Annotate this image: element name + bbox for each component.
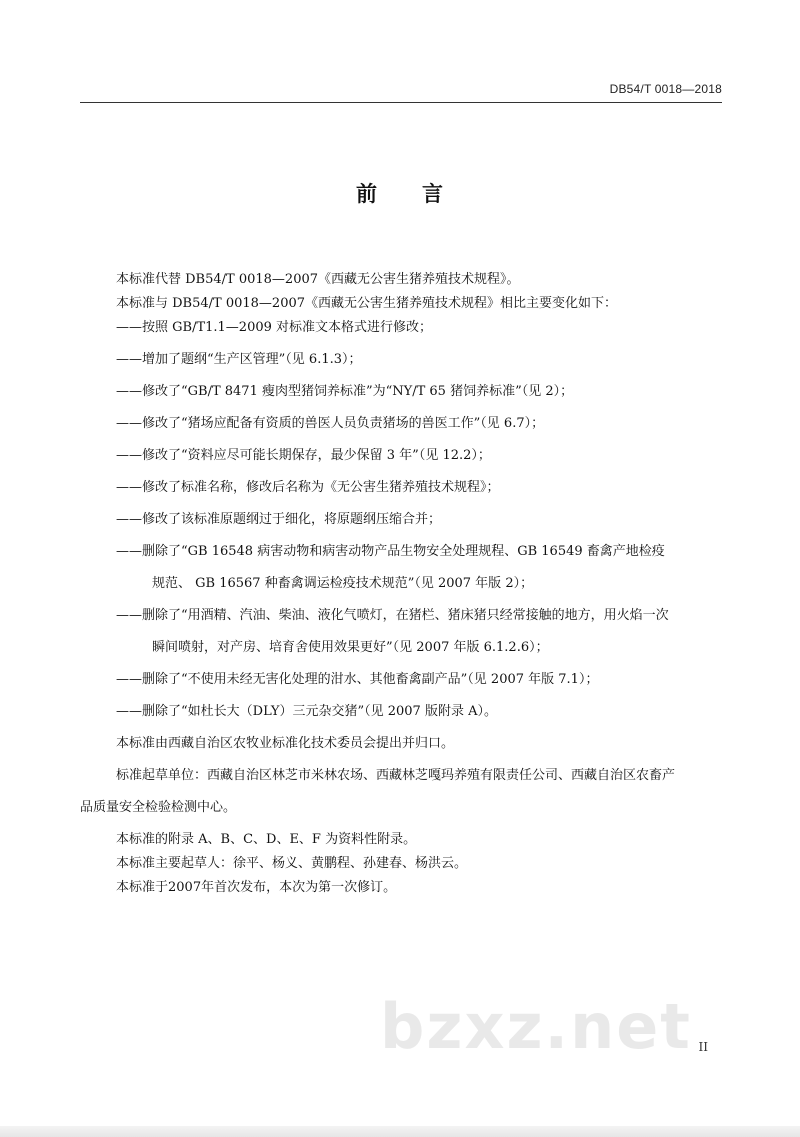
title-char-1: 前	[356, 182, 378, 206]
changes-list	[116, 316, 728, 724]
drafting-units-line-2: 品质量安全检验检测中心。	[80, 800, 237, 815]
paragraph-changes-intro: 本标准与 DB54/T 0018—2007《西藏无公害生猪养殖技术规程》相比主要变化如下：	[116, 296, 618, 311]
list-item-line: ——删除了“用酒精、汽油、柴油、液化气喷灯，在猪栏、猪床猪只经常接触的地方，用火焰一次	[116, 608, 669, 623]
list-item	[116, 604, 728, 660]
list-item-line: ——删除了“GB 16548 病害动物和病害动物产品生物安全处理规程、GB 16549 畜禽产地检疫	[116, 544, 665, 559]
list-item	[116, 540, 728, 596]
list-item: ——修改了该标准原题纲过于细化，将原题纲压缩合并；	[116, 512, 442, 527]
list-item: ——增加了题纲“生产区管理”（见 6.1.3）；	[116, 352, 362, 367]
paragraph-replaces: 本标准代替 DB54/T 0018—2007《西藏无公害生猪养殖技术规程》。	[116, 272, 520, 287]
list-item: ——删除了“如杜长大（DLY）三元杂交猪”（见 2007 版附录 A）。	[116, 704, 497, 719]
list-item: ——按照 GB/T1.1—2009 对标准文本格式进行修改；	[116, 320, 433, 335]
list-item: ——修改了“GB/T 8471 瘦肉型猪饲养标准”为“NY/T 65 猪饲养标准”（见 2）；	[116, 384, 574, 399]
title-char-2: 言	[422, 182, 444, 206]
paragraph-proposer: 本标准由西藏自治区农牧业标准化技术委员会提出并归口。	[116, 736, 455, 751]
list-item: ——修改了“猪场应配备有资质的兽医人员负责猪场的兽医工作”（见 6.7）；	[116, 416, 545, 431]
page-bottom-edge	[0, 1126, 800, 1137]
header-divider	[80, 102, 722, 103]
document-body	[80, 268, 728, 900]
list-item: ——修改了标准名称，修改后名称为《无公害生猪养殖技术规程》；	[116, 480, 500, 495]
list-item: ——修改了“资料应尽可能长期保存，最少保留 3 年”（见 12.2）；	[116, 448, 491, 463]
list-item-continuation: 瞬间喷射，对产房、培育舍使用效果更好”（见 2007 年版 6.1.2.6）；	[152, 640, 549, 655]
page-number: II	[698, 1040, 708, 1054]
paragraph-drafters: 本标准主要起草人：徐平、杨义、黄鹏程、孙建春、杨洪云。	[116, 856, 468, 871]
standard-code: DB54/T 0018—2018	[609, 82, 722, 96]
paragraph-first-issue: 本标准于2007年首次发布，本次为第一次修订。	[116, 880, 397, 895]
page-title	[0, 178, 800, 208]
drafting-units-line-1: 标准起草单位：西藏自治区林芝市米林农场、西藏林芝嘎玛养殖有限责任公司、西藏自治区农畜产	[116, 768, 676, 783]
list-item: ——删除了“不使用未经无害化处理的泔水、其他畜禽副产品”（见 2007 年版 7.1）；	[116, 672, 599, 687]
watermark-text: bzxz.net	[380, 990, 692, 1063]
paragraph-appendices: 本标准的附录 A、B、C、D、E、F 为资料性附录。	[116, 832, 417, 847]
paragraph-drafting-units	[80, 764, 728, 820]
list-item-continuation: 规范、 GB 16567 种畜禽调运检疫技术规范”（见 2007 年版 2）；	[152, 576, 534, 591]
